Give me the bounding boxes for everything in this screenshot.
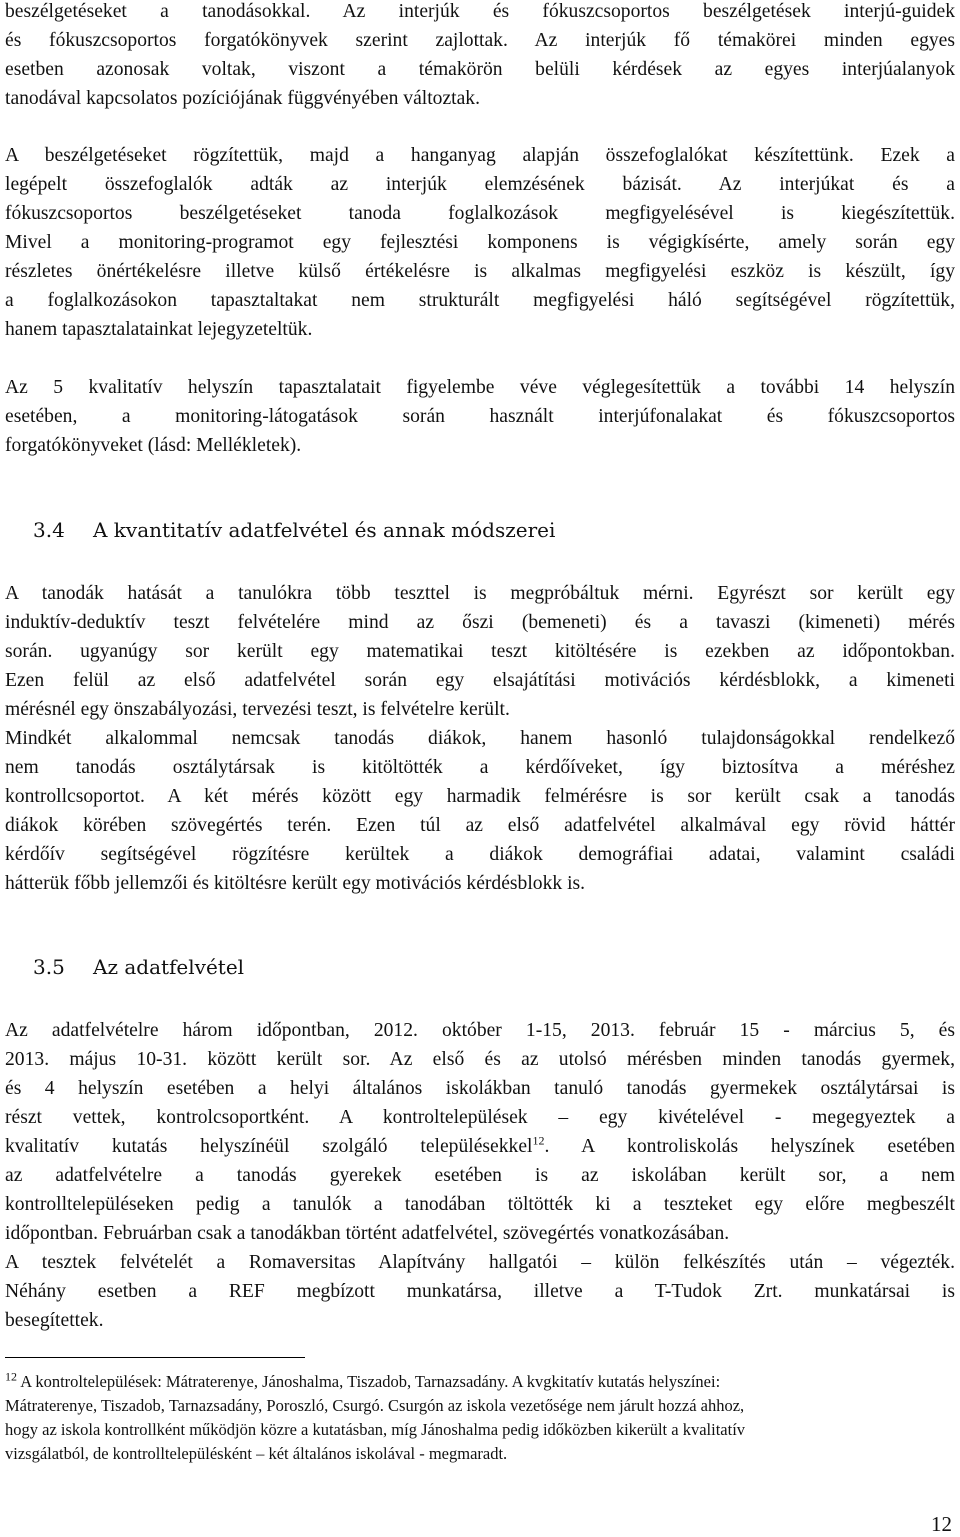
paragraph-control-group [5,724,955,898]
text-fragment: kvalitatív kutatás helyszínéül szolgáló településekkel [5,1136,533,1157]
section-heading-3-4 [33,517,555,543]
text-line: nem tanodás osztálytársak is kitöltötték a kérdőíveket, így biztosítva a méréshez [5,757,955,778]
text-line: Mindkét alkalommal nemcsak tanodás diákok, hanem hasonló tulajdonságokkal rendelkező [5,728,955,749]
paragraph-tests [5,579,955,724]
text-line: esetében, a monitoring-látogatások során használt interjúfonalakat és fókuszcsoportos [5,406,955,427]
paragraph-data-collection [5,1016,955,1248]
text-line [5,1132,955,1161]
text-line: kontrolltelepüléseken pedig a tanulók a tanodában töltötték ki a teszteket egy előre megbeszélt [5,1194,955,1215]
text-line: az adatfelvételre a tanodás gyerekek esetében is az iskolában került sor, a nem [5,1165,955,1186]
text-line: esetben azonosak voltak, viszont a témakörön belüli kérdések az egyes interjúalanyok [5,59,955,80]
text-line: során. ugyanúgy sor került egy matematikai teszt kitöltésére is ezekben az időpontokban. [5,641,955,662]
text-line: Mivel a monitoring-programot egy fejlesztési komponens is végigkísérte, amely során egy [5,232,955,253]
text-line: induktív-deduktív teszt felvételére mind az őszi (bemeneti) és a tavaszi (kimeneti) mérés [5,612,955,633]
text-line: A beszélgetéseket rögzítettük, majd a hanganyag alapján összefoglalókat készítettünk. Ezek a [5,145,955,166]
text-line: és fókuszcsoportos forgatókönyvek szerint zajlottak. Az interjúk fő témakörei minden egyes [5,30,955,51]
footnote-12 [5,1370,955,1466]
paragraph-qualitative-sites [5,373,955,460]
footnote-separator [5,1357,305,1358]
text-line: a foglalkozásokon tapasztaltakat nem strukturált megfigyelési háló segítségével rögzítettük, [5,290,955,311]
section-number: 3.5 [33,955,65,979]
text-line: diákok körében szövegértés terén. Ezen túl az első adatfelvétel alkalmával egy rövid háttér [5,815,955,836]
text-line: tanodával kapcsolatos pozíciójának függvényében változtak. [5,88,480,109]
text-line: kérdőív segítségével rögzítésre kerültek a diákok demográfiai adatai, valamint családi [5,844,955,865]
paragraph-recording [5,141,955,344]
text-fragment: A kontroltelepülések: Mátraterenye, Jánoshalma, Tiszadob, Tarnazsadány. A kvgkitatív kutatás helyszínei: [17,1372,721,1391]
footnote-marker: 12 [5,1369,17,1384]
text-line: Néhány esetben a REF megbízott munkatársa, illetve a T-Tudok Zrt. munkatársai is [5,1281,955,1302]
text-line: beszélgetéseket a tanodásokkal. Az interjúk és fókuszcsoportos beszélgetések interjú-guidek [5,1,955,22]
text-line: időpontban. Februárban csak a tanodákban történt adatfelvétel, szövegértés vonatkozásában. [5,1223,730,1244]
text-line: forgatókönyveket (lásd: Mellékletek). [5,435,302,456]
section-title: Az adatfelvétel [93,955,245,979]
section-number: 3.4 [33,518,65,542]
text-line: besegítettek. [5,1310,104,1331]
text-line: Az adatfelvételre három időpontban, 2012. október 1-15, 2013. február 15 - március 5, és [5,1020,955,1041]
text-line: 2013. május 10-31. között került sor. Az első és az utolsó mérésben minden tanodás gyermek, [5,1049,955,1070]
footnote-line [5,1370,955,1394]
text-line: kontrollcsoportot. A két mérés között egy harmadik felmérésre is sor került csak a tanodás [5,786,955,807]
text-line: hátterük főbb jellemzői és kitöltésre került egy motivációs kérdésblokk is. [5,873,586,894]
text-line: mérésnél egy önszabályozási, tervezési teszt, is felvételre került. [5,699,510,720]
text-line: részt vettek, kontrolcsoportként. A kontroltelepülések – egy kivételével - megegyeztek a [5,1107,955,1128]
text-line: Ezen felül az első adatfelvétel során egy elsajátítási motivációs kérdésblokk, a kimeneti [5,670,955,691]
footnote-reference[interactable]: 12 [532,1133,545,1148]
paragraph-test-administrators [5,1248,955,1335]
section-title: A kvantitatív adatfelvétel és annak módszerei [93,518,556,542]
text-line: A tesztek felvételét a Romaversitas Alapítvány hallgatói – külön felkészítés után – végezték. [5,1252,955,1273]
text-line: hanem tapasztalatainkat lejegyzeteltük. [5,319,313,340]
footnote-line: hogy az iskola kontrollként működjön közre a kutatásban, míg Jánoshalma pedig időközben kikerült a kvalitatív [5,1420,746,1439]
page-number: 12 [931,1512,952,1536]
footnote-line: vizsgálatból, de kontrolltelepülésként – két általános iskolával - megmaradt. [5,1444,508,1463]
text-line: részletes önértékelésre illetve külső értékelésre is alkalmas megfigyelési eszköz is készült, így [5,261,955,282]
text-line: Az 5 kvalitatív helyszín tapasztalatait figyelembe véve véglegesítettük a további 14 helyszín [5,377,955,398]
text-line: legépelt összefoglalók adták az interjúk elemzésének bázisát. Az interjúkat és a [5,174,955,195]
section-heading-3-5 [33,954,244,980]
text-line: és 4 helyszín esetében a helyi általános iskolákban tanuló tanodás gyermekek osztálytársai is [5,1078,955,1099]
text-line: A tanodák hatását a tanulókra több teszttel is megpróbáltuk mérni. Egyrészt sor került egy [5,583,955,604]
paragraph-interviews-intro [5,0,955,113]
text-fragment: . A kontroliskolás helyszínek esetében [544,1136,956,1157]
footnote-line: Mátraterenye, Tiszadob, Tarnazsadány, Poroszló, Csurgó. Csurgón az iskola vezetősége nem járult hozzá ahhoz, [5,1396,745,1415]
text-line: fókuszcsoportos beszélgetéseket tanoda foglalkozások megfigyelésével is kiegészítettük. [5,203,955,224]
